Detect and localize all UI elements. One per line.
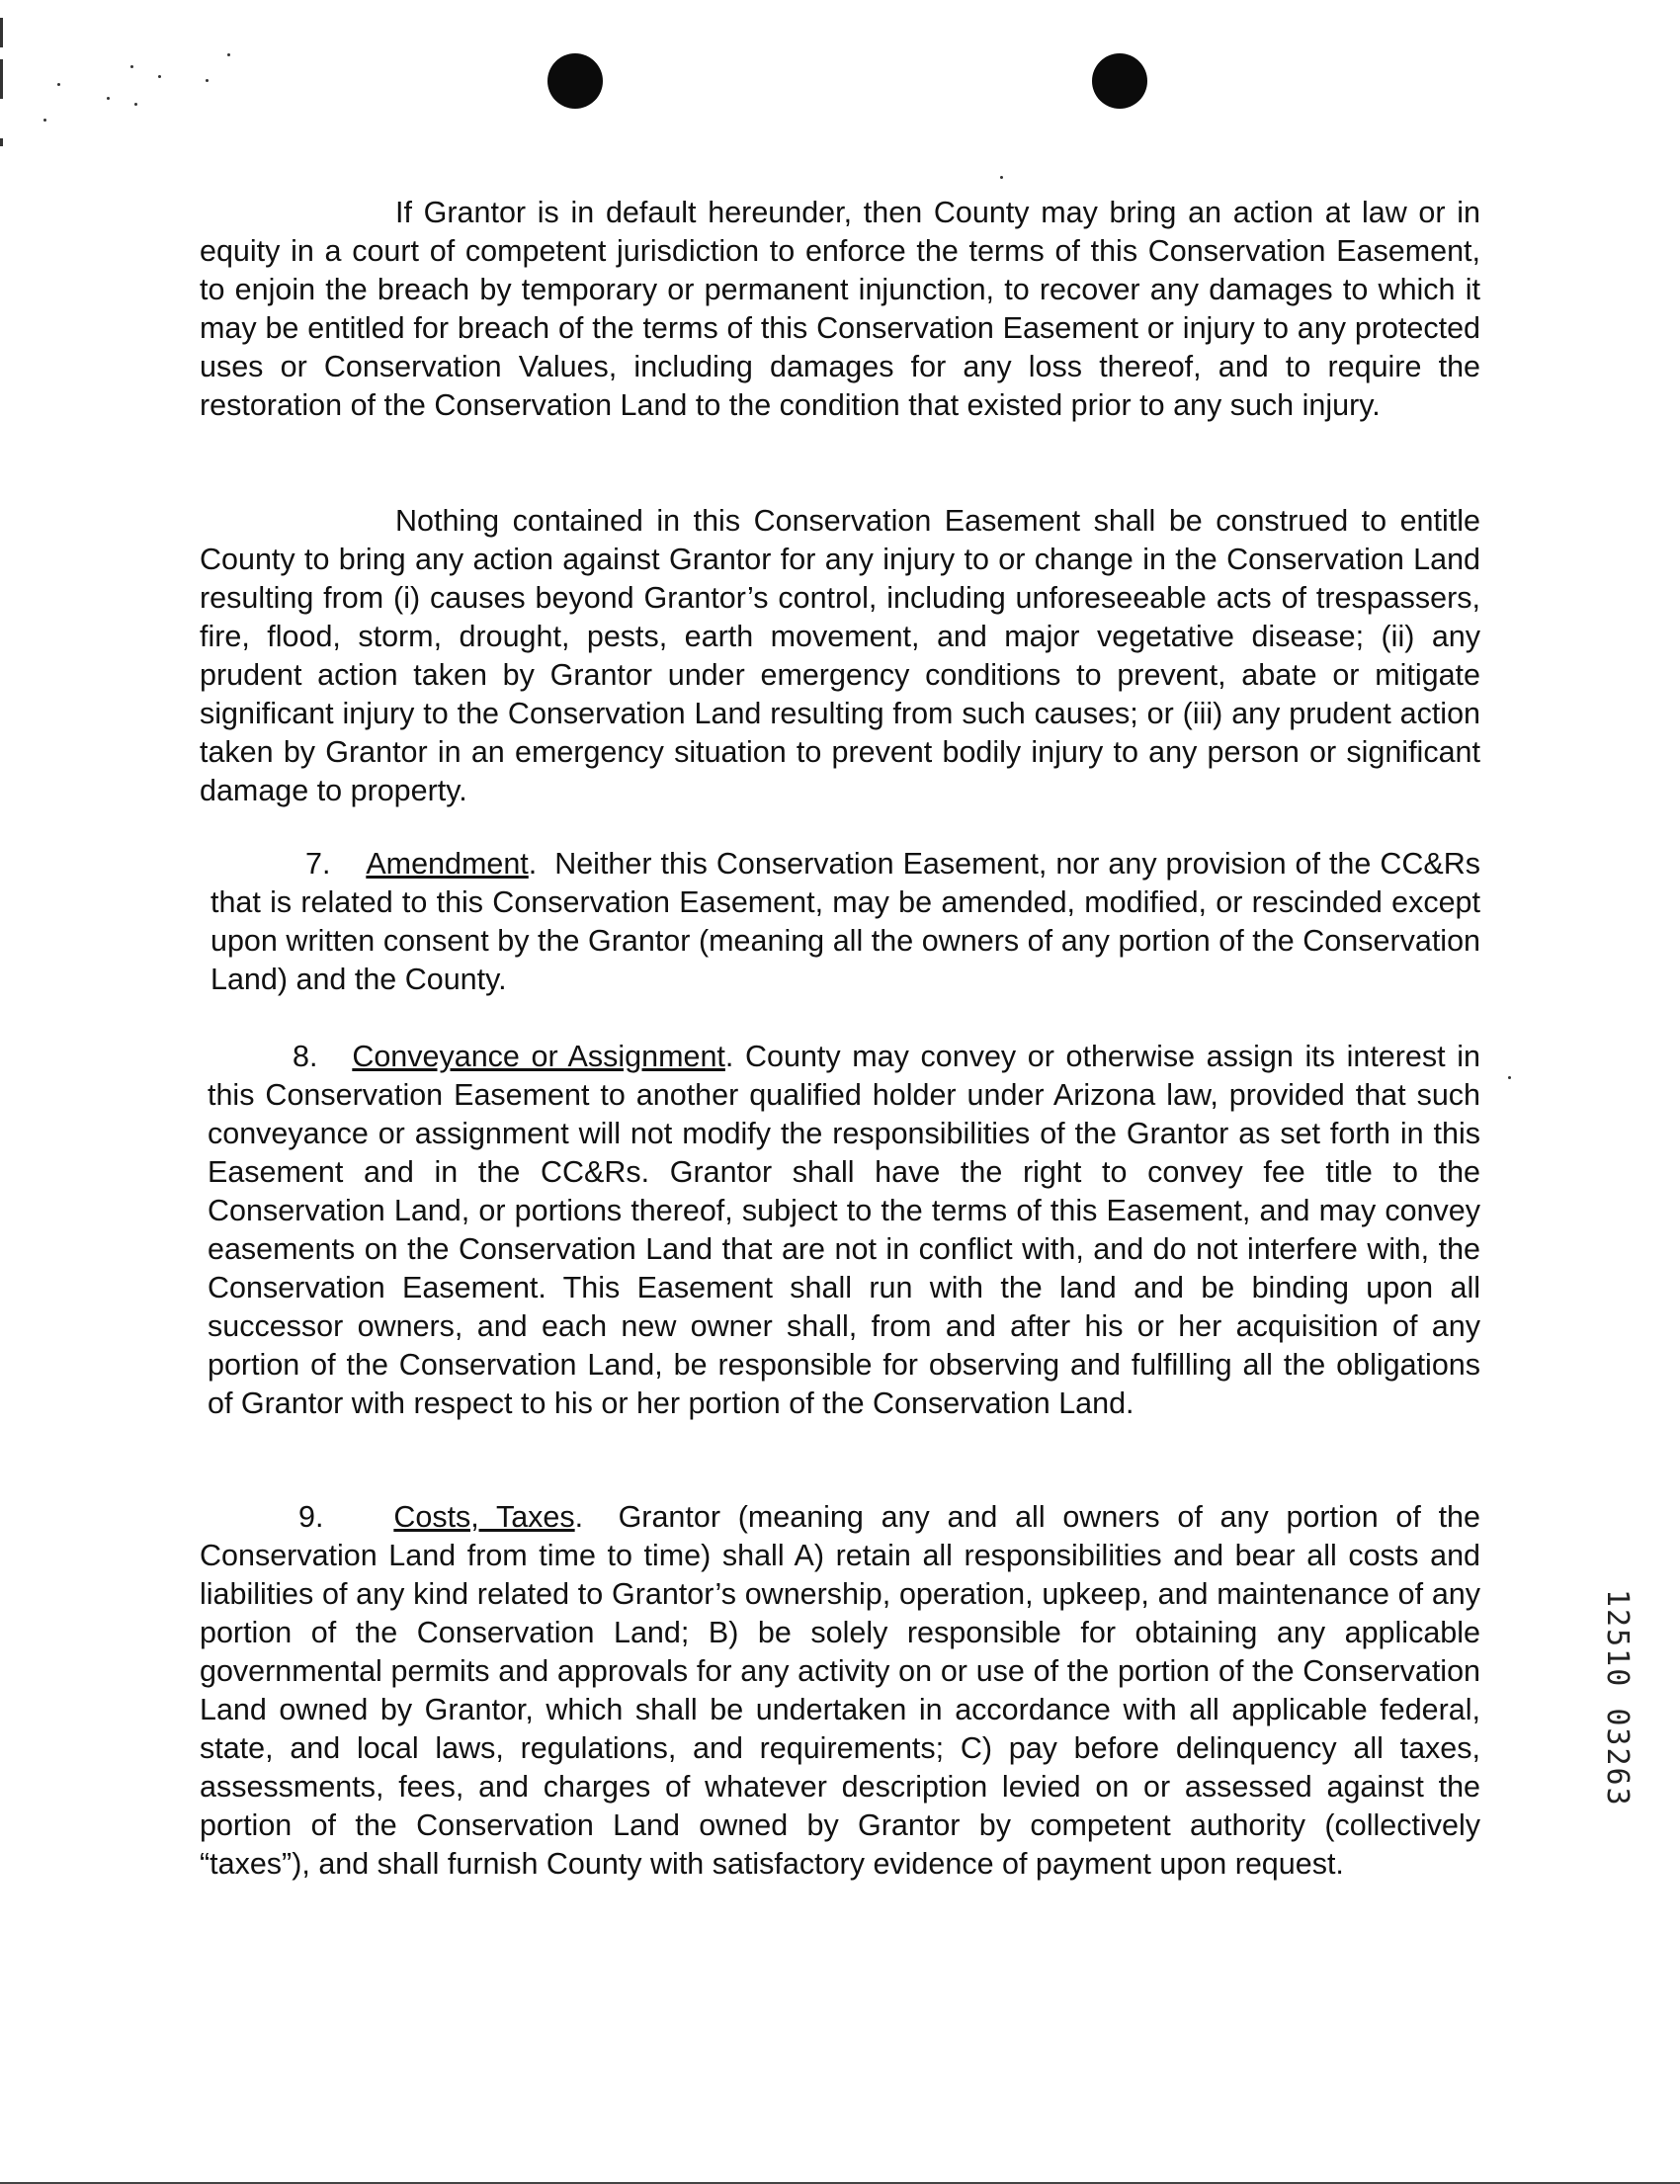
section-8-number: 8. (293, 1040, 318, 1073)
section-9-heading: Costs, Taxes (393, 1500, 575, 1534)
section-7-number: 7. (305, 847, 331, 881)
section-9-heading-punct: . (574, 1500, 584, 1534)
left-edge-marks (0, 0, 6, 158)
punch-hole-left (547, 53, 603, 109)
punch-hole-right (1092, 53, 1147, 109)
section-7-heading-punct: . (528, 847, 538, 881)
section-7-text: Neither this Conservation Easement, nor any provision of the CC&Rs that is related to this Conservation Easement, may be amended, modified, or rescinded except upon written consent by the Grantor (meaning all the owners of any portion of the Conservation Land) and the County. (210, 847, 1480, 996)
section-8-heading-punct: . (724, 1040, 734, 1073)
section-7-amendment (210, 845, 1480, 999)
recorder-stamp-text: 12510 03263 (1600, 1589, 1635, 1807)
recorder-stamp (1599, 1589, 1638, 1856)
section-9-text: Grantor (meaning any and all owners of any portion of the Conservation Land from time to time) shall A) retain all responsibilities and bear all costs and liabilities of any kind related to Grantor’s ownership, operation, upkeep, and maintenance of any portion of the Conservation Land; B) be solely responsible for obtaining any applicable governmental permits and approvals for any activity on or use of the portion of the Conservation Land owned by Grantor, which shall be undertaken in accordance with all applicable federal, state, and local laws, regulations, and requirements; C) pay before delinquency all taxes, assessments, fees, and charges of whatever description levied on or assessed against the portion of the Conservation Land owned by Grantor by competent authority (collectively “taxes”), and shall furnish County with satisfactory evidence of payment upon request. (200, 1500, 1480, 1881)
paragraph-limitations: Nothing contained in this Conservation Easement shall be construed to entitle County to bring any action against Grantor for any injury to or change in the Conservation Land resulting from (i) causes beyond Grantor’s control, including unforeseeable acts of trespassers, fire, flood, storm, drought, pests, earth movement, and major vegetative disease; (ii) any prudent action taken by Grantor under emergency conditions to prevent, abate or mitigate significant injury to the Conservation Land resulting from such causes; or (iii) any prudent action taken by Grantor in an emergency situation to prevent bodily injury to any person or significant damage to property. (200, 504, 1480, 807)
section-8-heading: Conveyance or Assignment (352, 1040, 725, 1073)
section-7-heading: Amendment (366, 847, 529, 881)
scan-specks (0, 0, 296, 158)
section-9-number: 9. (298, 1500, 324, 1534)
paragraph-default-remedies: If Grantor is in default hereunder, then County may bring an action at law or in equity in a court of competent jurisdiction to enforce the terms of this Conservation Easement, to enjoin the breach by temporary or permanent injunction, to recover any damages to which it may be entitled for breach of the terms of this Conservation Easement or injury to any protected uses or Conservation Values, including damages for any loss thereof, and to require the restoration of the Conservation Land to the condition that existed prior to any such injury. (200, 196, 1480, 422)
section-9-costs-taxes (200, 1498, 1480, 1884)
section-8-conveyance (208, 1038, 1480, 1423)
section-8-text: County may convey or otherwise assign its interest in this Conservation Easement to another qualified holder under Arizona law, provided that such conveyance or assignment will not modify the responsibilities of the Grantor as set forth in this Easement and in the CC&Rs. Grantor shall have the right to convey fee title to the Conservation Land, or portions thereof, subject to the terms of this Easement, and may convey easements on the Conservation Land that are not in conflict with, and do not interfere with, the Conservation Easement. This Easement shall run with the land and be binding upon all successor owners, and each new owner shall, from and after his or her acquisition of any portion of the Conservation Land, be responsible for observing and fulfilling all the obligations of Grantor with respect to his or her portion of the Conservation Land. (208, 1040, 1480, 1420)
